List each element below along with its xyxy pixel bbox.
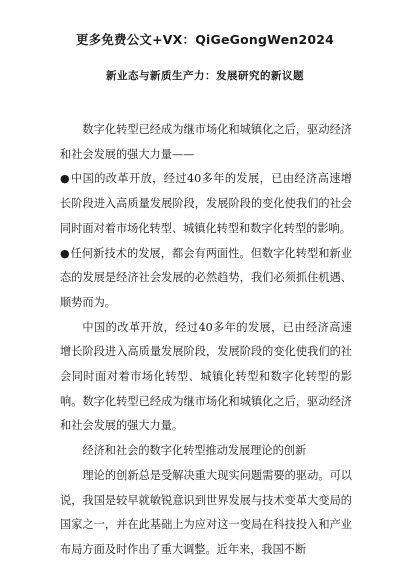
paragraph-2-text: 中国的改革开放，经过40多年的发展，已由经济高速增长阶段进入高质量发展阶段，发展阶段的变化使我们的社会同时面对着市场化转型、城镇化转型和数字化转型的影响。 [60,172,352,235]
paragraph-4: 中国的改革开放，经过40多年的发展，已由经济高速增长阶段进入高质量发展阶段，发展阶段的变化使我们的社会同时面对着市场化转型、城镇化转型和数字化转型的影响。数字化转型已经成为继市场化和城镇化之后，驱动经济和社会发展的强大力量。 [60,320,352,433]
paragraph-3 [60,242,352,316]
page-header: 更多免费公文+VX：QiGeGongWen2024 [75,32,335,47]
paragraph-6: 理论的创新总是受解决重大现实问题需要的驱动。可以说，我国是较早就敏锐意识到世界发展与技术变革大变局的国家之一，并在此基础上为应对这一变局在科技投入和产业布局方面及时作出了重大调整。近年来，我国不断 [60,468,352,556]
bullet-icon: ● [60,172,70,186]
section-heading: 经济和社会的数字化转型推动发展理论的创新 [82,444,307,458]
paragraph-3-text: 任何新技术的发展，都会有两面性。但数字化转型和新业态的发展是经济社会发展的必然趋势，我们必须抓住机遇、顺势而为。 [60,246,352,309]
document-body [60,118,352,563]
paragraph-2 [60,167,352,241]
paragraph-1: 数字化转型已经成为继市场化和城镇化之后，驱动经济和社会发展的强大力量—— [60,123,352,161]
bullet-icon: ● [60,246,70,260]
document-title: 新业态与新质生产力：发展研究的新议题 [106,70,304,82]
